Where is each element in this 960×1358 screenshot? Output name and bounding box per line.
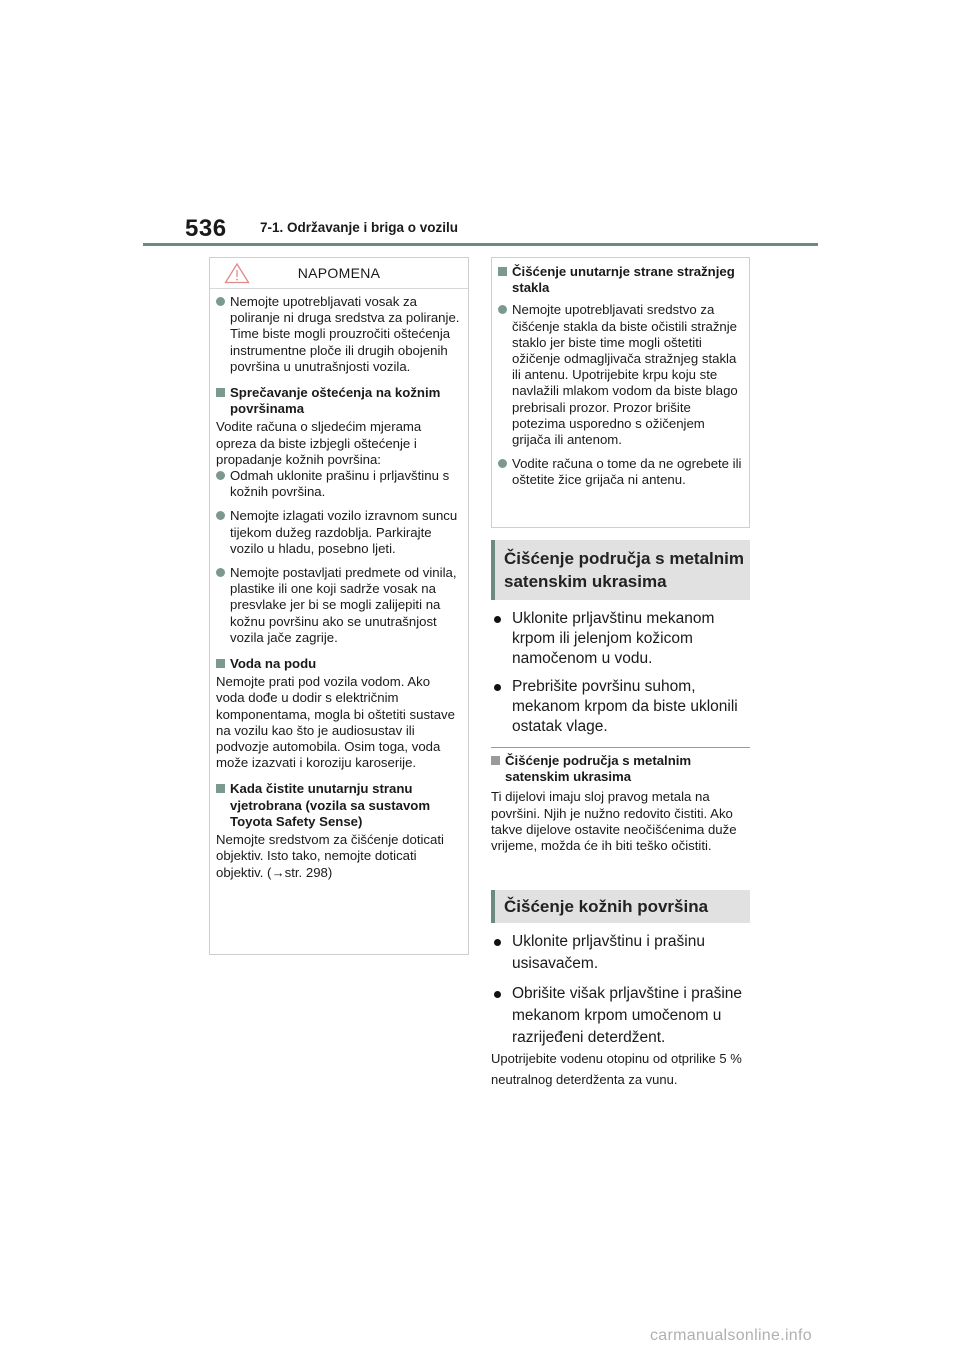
metal-note <box>491 753 753 854</box>
square-bullet-icon <box>216 388 225 397</box>
steps-list-leather <box>491 931 753 1057</box>
section-heading-metal: Čišćenje područja s metalnim satenskim ukrasima <box>491 540 750 600</box>
square-bullet-icon <box>491 756 500 765</box>
notice-body <box>492 258 749 489</box>
subheading: Voda na podu <box>216 656 462 672</box>
list-item: Odmah uklonite prašinu i prljavštinu s kožnih površina. <box>216 468 462 500</box>
header-rule <box>143 243 818 246</box>
bullet-dot-icon <box>494 684 501 691</box>
chapter-title: 7-1. Održavanje i briga o vozilu <box>260 220 459 235</box>
bullet-dot-icon <box>216 568 225 577</box>
bullet-dot-icon <box>494 939 501 946</box>
square-bullet-icon <box>216 659 225 668</box>
list-item: Nemojte postavljati predmete od vinila, plastike ili one koji sadrže vosak na presvlake jer bi se mogli zalijepiti na kožnu površinu ako se unutrašnjost vozila jače zagrije. <box>216 565 462 646</box>
page-number: 536 <box>185 215 227 242</box>
subheading: Čišćenje područja s metalnim satenskim ukrasima <box>491 753 753 785</box>
divider <box>491 747 750 748</box>
square-bullet-icon <box>216 784 225 793</box>
square-bullet-icon <box>498 267 507 276</box>
notice-body <box>210 289 468 881</box>
bullet-dot-icon <box>498 305 507 314</box>
footnote: Upotrijebite vodenu otopinu od otprilike 5 % neutralnog deterdženta za vunu. <box>491 1051 742 1087</box>
list-item: Nemojte upotrebljavati sredstvo za čišćenje stakla da biste očistili stražnje staklo jer biste time mogli oštetiti ožičenje odmagljivača stražnjeg stakla ili antenu. Upotrijebite krpu koju ste navlažili mlakom vodom da biste blago prebrisali prozor. Prozor brišite potezima usporedno s ožičenjem grijača ili antenom. <box>498 302 743 448</box>
paragraph: Nemojte sredstvom za čišćenje doticati objektiv. Isto tako, nemojte doticati objektiv. (→str. 298) <box>216 832 444 880</box>
list-item: Uklonite prljavštinu mekanom krpom ili jelenjom kožicom namočenom u vodu. <box>491 609 753 669</box>
bullet-dot-icon <box>216 511 225 520</box>
watermark: carmanualsonline.info <box>650 1327 812 1344</box>
notice-title: NAPOMENA <box>297 265 381 281</box>
list-item: Uklonite prljavštinu i prašinu usisavačem. <box>491 931 753 975</box>
list-item: Nemojte izlagati vozilo izravnom suncu tijekom dužeg razdoblja. Parkirajte vozilo u hladu, posebno ljeti. <box>216 508 462 557</box>
steps-list-metal <box>491 609 753 745</box>
bullet-dot-icon <box>494 991 501 998</box>
bullet-dot-icon <box>494 616 501 623</box>
bullet-dot-icon <box>498 459 507 468</box>
paragraph: Nemojte prati pod vozila vodom. Ako voda dođe u dodir s električnim komponentama, mogla bi oštetiti sustave na vozilu kao što je audiosustav ili podvozje automobila. Osim toga, voda može izazvati i koroziju karoserije. <box>216 674 455 771</box>
bullet-dot-icon <box>216 471 225 480</box>
paragraph: Ti dijelovi imaju sloj pravog metala na površini. Njih je nužno redovito čistiti. Ako takve dijelove ostavite neočišćenima duže vrijeme, možda će ih biti teško očistiti. <box>491 789 737 854</box>
list-item: Vodite računa o tome da ne ogrebete ili oštetite žice grijača ni antenu. <box>498 456 743 488</box>
subheading: Sprečavanje oštećenja na kožnim površinama <box>216 385 462 417</box>
list-item: Nemojte upotrebljavati vosak za poliranje ni druga sredstva za poliranje. Time biste mogli prouzročiti oštećenja instrumentne ploče ili drugih obojenih površina u unutrašnjosti vozila. <box>216 294 462 375</box>
subheading: Čišćenje unutarnje strane stražnjeg stakla <box>498 264 743 296</box>
section-heading-leather: Čišćenje kožnih površina <box>491 890 750 923</box>
paragraph: Vodite računa o sljedećim mjerama opreza da biste izbjegli oštećenje i propadanje kožnih površina: <box>216 419 422 467</box>
notice-header <box>210 258 468 289</box>
bullet-dot-icon <box>216 297 225 306</box>
list-item: Obrišite višak prljavštine i prašine mekanom krpom umočenom u razrijeđeni deterdžent. <box>491 983 753 1049</box>
notice-box <box>209 257 469 955</box>
subheading: Kada čistite unutarnju stranu vjetrobrana (vozila sa sustavom Toyota Safety Sense) <box>216 781 462 830</box>
list-item: Prebrišite površinu suhom, mekanom krpom da biste uklonili ostatak vlage. <box>491 677 753 737</box>
notice-box-continued <box>491 257 750 528</box>
